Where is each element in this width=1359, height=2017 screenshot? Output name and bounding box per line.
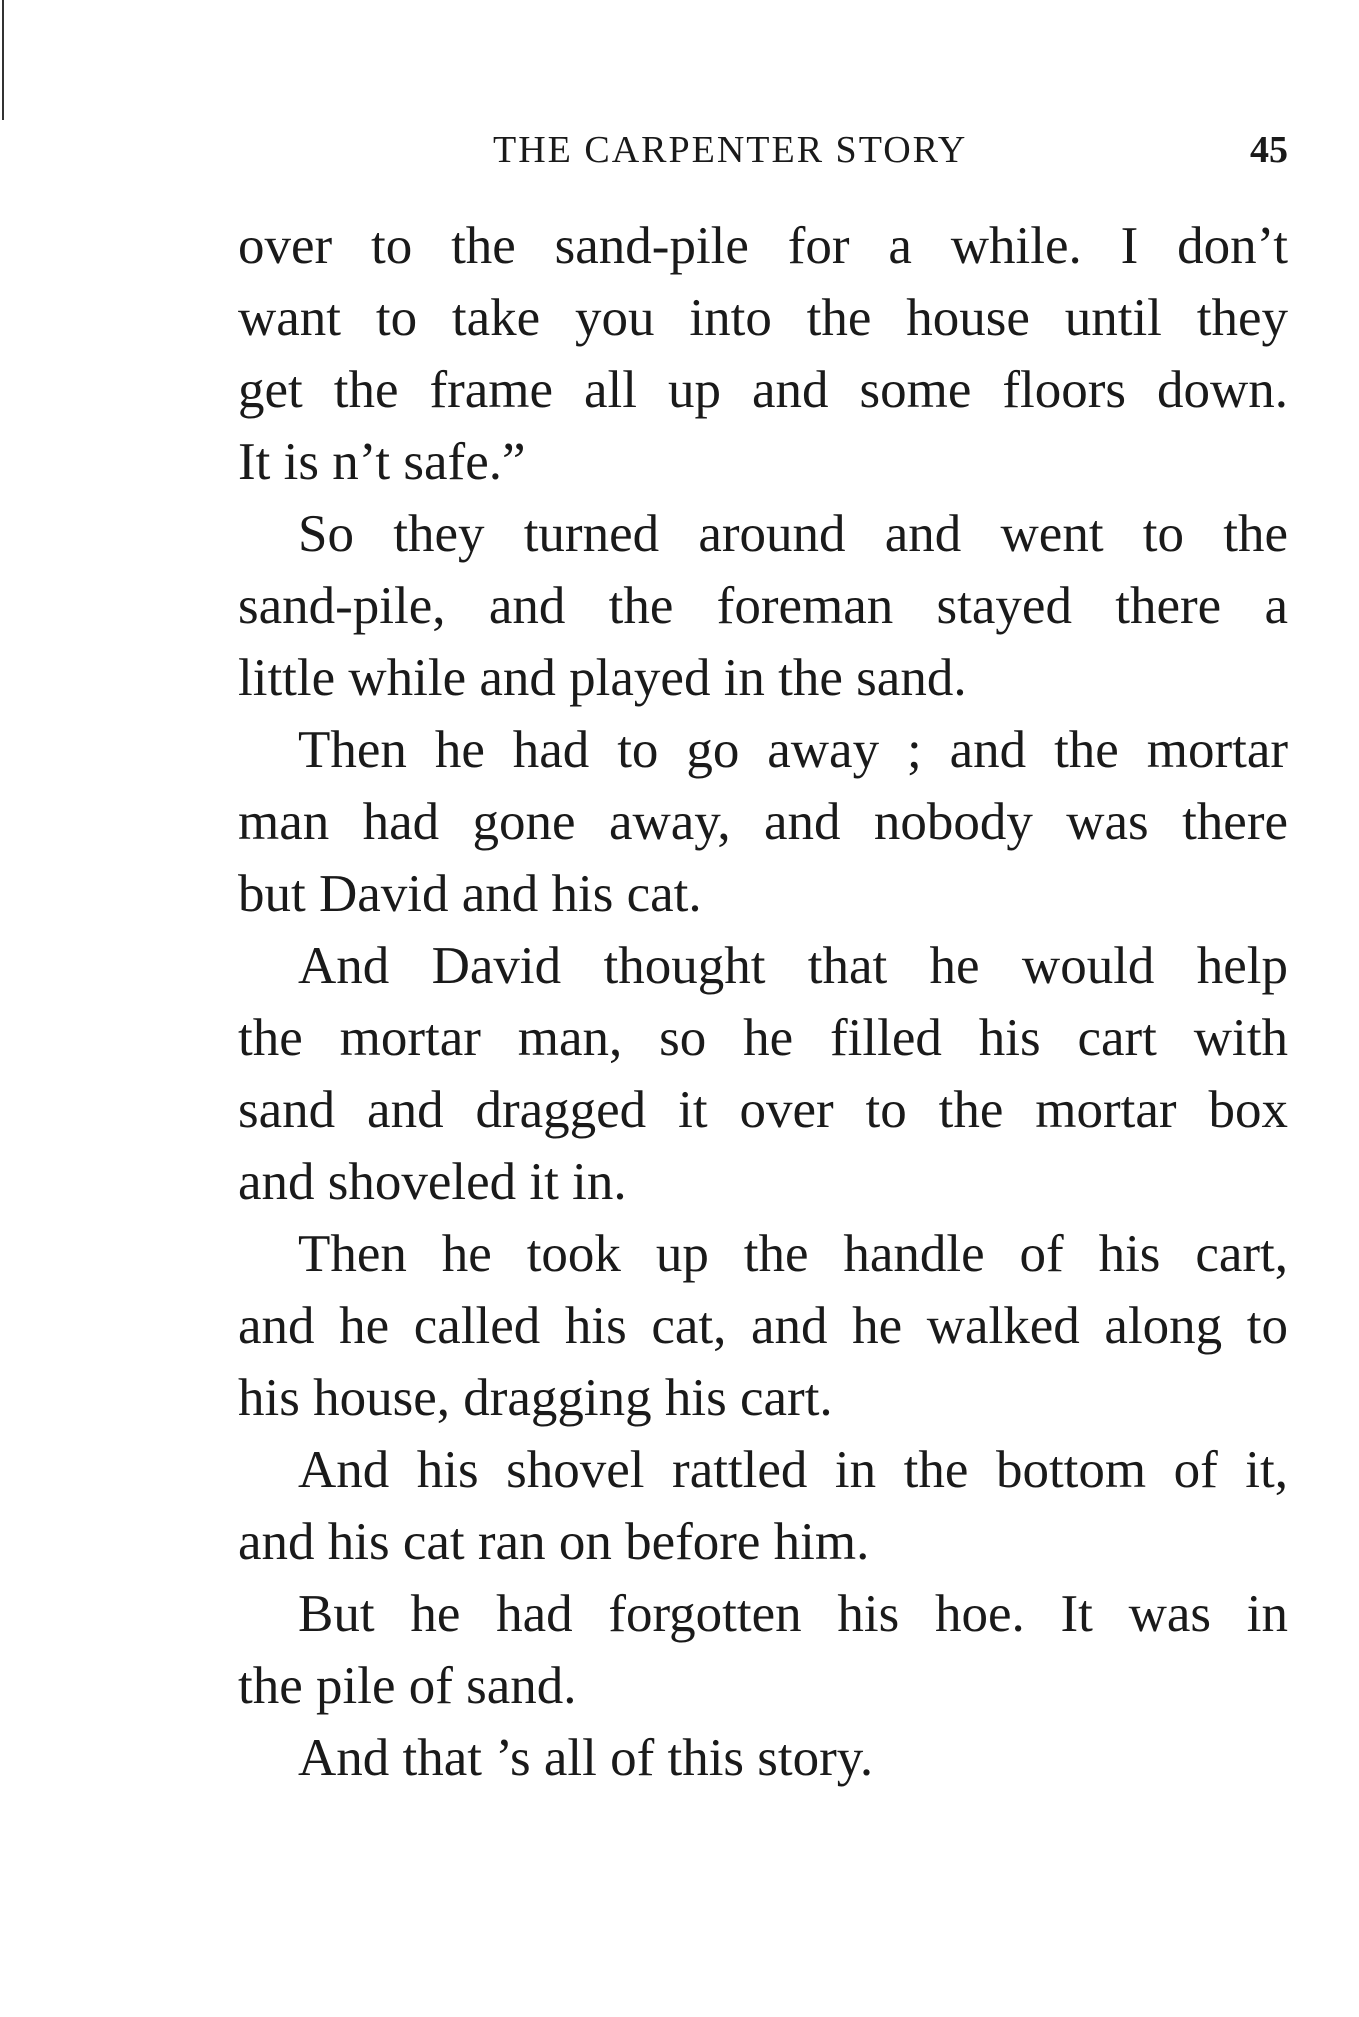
text-line: But he had forgotten his hoe. It was in — [298, 1585, 1288, 1643]
text-line: So they turned around and went to the — [298, 505, 1288, 563]
text-line: little while and played in the sand. — [238, 649, 967, 707]
text-line: Then he took up the handle of his cart, — [298, 1225, 1288, 1283]
text-line: man had gone away, and nobody was there — [238, 793, 1288, 851]
running-title: THE CARPENTER STORY — [493, 129, 968, 171]
page-number: 45 — [1250, 129, 1288, 171]
text-line: the mortar man, so he filled his cart with — [238, 1009, 1288, 1067]
text-line: sand-pile, and the foreman stayed there a — [238, 577, 1288, 635]
text-line: And David thought that he would help — [298, 937, 1288, 995]
story-text — [238, 210, 1288, 1794]
text-line: but David and his cat. — [238, 865, 702, 923]
text-line: and he called his cat, and he walked along to — [238, 1297, 1288, 1355]
text-line: Then he had to go away ; and the mortar — [298, 721, 1288, 779]
text-line: sand and dragged it over to the mortar box — [238, 1081, 1288, 1139]
text-line: get the frame all up and some floors down. — [238, 361, 1288, 419]
text-line: and his cat ran on before him. — [238, 1513, 870, 1571]
text-line: want to take you into the house until they — [238, 289, 1288, 347]
text-line: and shoveled it in. — [238, 1153, 627, 1211]
text-line: over to the sand-pile for a while. I don’t — [238, 217, 1288, 275]
text-line: And that ’s all of this story. — [298, 1729, 874, 1787]
running-head — [238, 128, 1288, 178]
text-line: the pile of sand. — [238, 1657, 577, 1715]
text-line: It is n’t safe.” — [238, 433, 526, 491]
text-line: And his shovel rattled in the bottom of it, — [298, 1441, 1288, 1499]
binding-edge — [2, 0, 4, 120]
text-line: his house, dragging his cart. — [238, 1369, 833, 1427]
